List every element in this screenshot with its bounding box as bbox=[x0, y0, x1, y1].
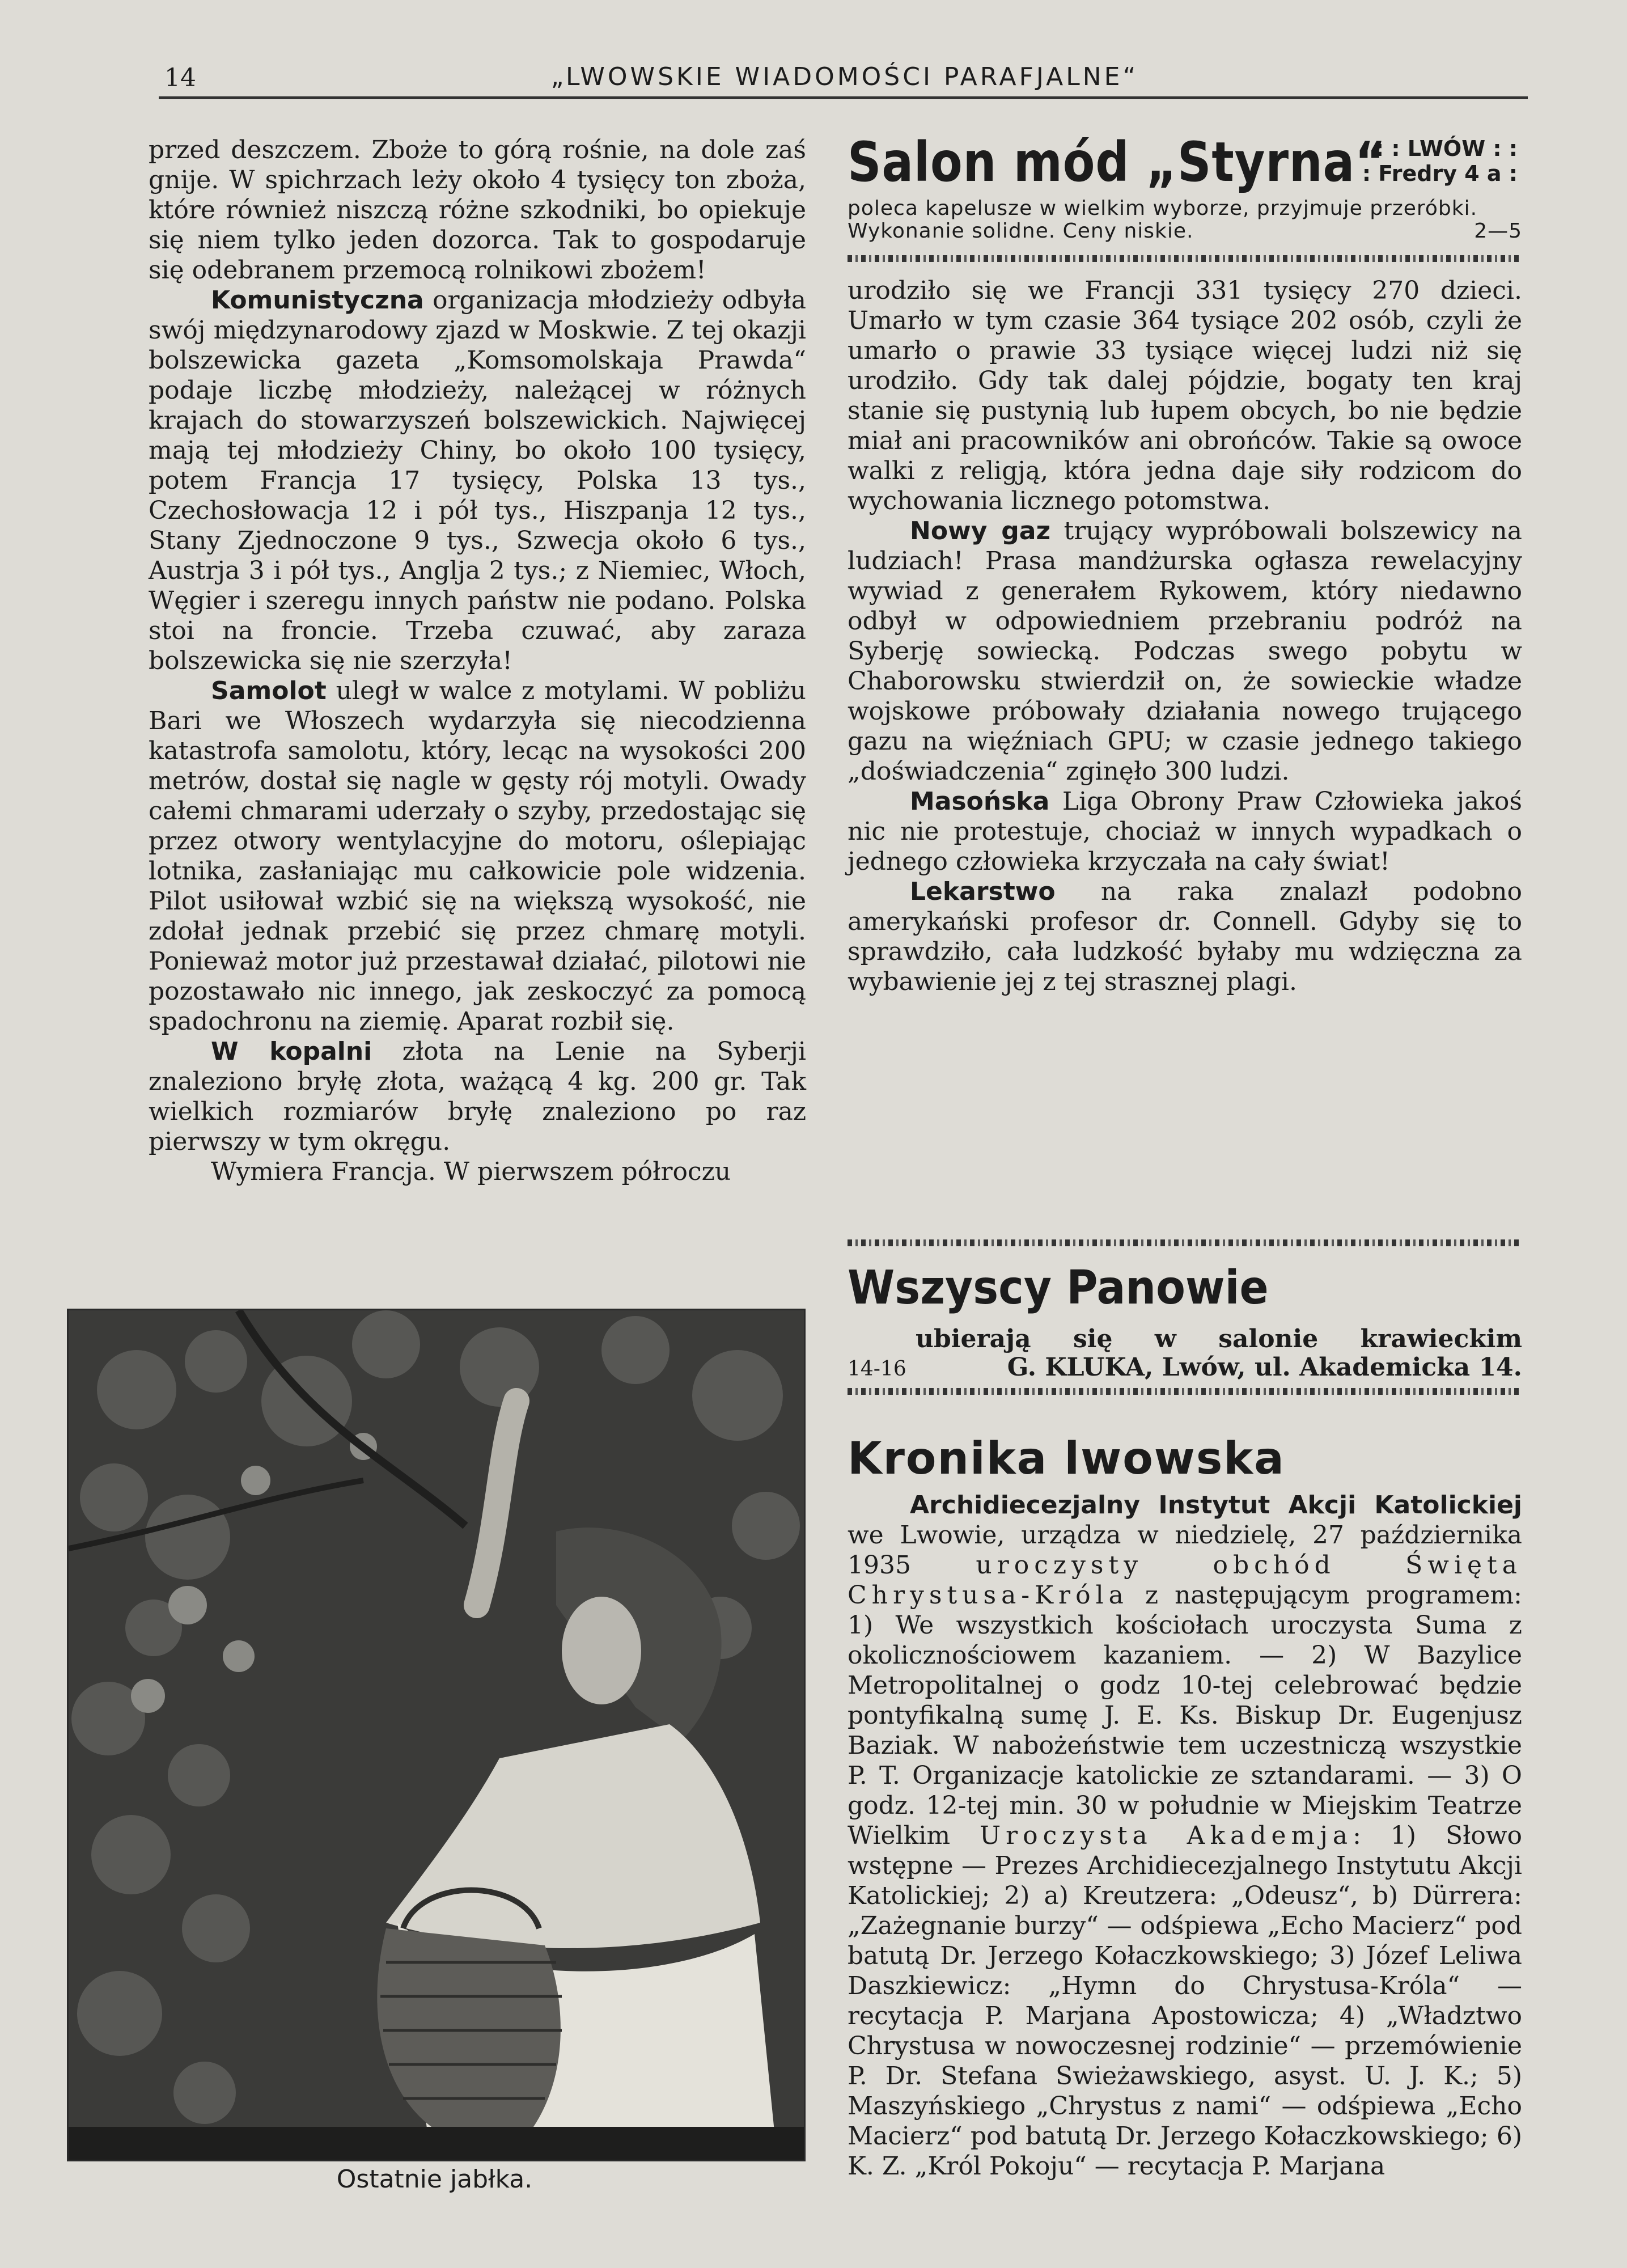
article-lekarstwo bbox=[848, 877, 1522, 997]
article-francja-continued: urodziło się we Francji 331 tysięcy 270 dzieci. Umarło w tym czasie 364 tysiące 202 osób, czyli że umarło o prawie 33 tysiące więcej ludzi niż się urodziło. Gdy tak dalej pójdzie, bogaty ten kraj stanie się pustynią lub łupem obcych, bo nie będzie miał ani pracowników ani obrońców. Takie są owoce walki z religją, która jedna daje siły rodzicom do wychowania licznego potomstwa. bbox=[848, 276, 1522, 515]
article-text: na raka znalazł podobno amerykański profesor dr. Connell. Gdyby się to sprawdziło, cała ludzkość byłaby mu wdzięczna za wybawienie jej z tej strasznej plagi. bbox=[848, 877, 1522, 996]
article-text: uległ w walce z motylami. W pobliżu Bari we Włoszech wydarzyła się niecodzienna katastrofa samolotu, który, lecąc na wysokości 200 metrów, dostał się nagle w gęsty rój motyli. Owady całemi chmarami uderzały o szyby, przedostając się przez otwory wentylacyjne do motoru, oślepiając lotnika, zasłaniając mu całkowicie pole widzenia. Pilot usiłował wzbić się na większą wysokość, nie zdołał jednak przebić się przez chmarę motyli. Ponieważ motor już przestawał działać, pilotowi nie pozostawało nic innego, jak zeskoczyć za pomocą spadochronu na ziemię. Aparat rozbił się. bbox=[149, 676, 806, 1036]
ad-styrna-street: : Fredry 4 a : bbox=[1362, 161, 1518, 186]
kronika-spaced-2: Uroczysta Akademja bbox=[980, 1821, 1353, 1850]
ad-styrna-name: Salon mód „Styrna“ bbox=[848, 130, 1387, 194]
ad-styrna-description bbox=[848, 197, 1522, 243]
article-intro: przed deszczem. Zboże to górą rośnie, na dole zaś gnije. W spichrzach leży około 4 tysięcy ton zboża, które również niszczą różne szkodniki, bo opiekuje się niem tylko jeden dozorca. Tak to gospodaruje się odebranem przemocą rolnikowi zbożem! bbox=[149, 136, 806, 285]
article-text: złota na Lenie na Syberji znaleziono bryłę złota, ważącą 4 kg. 200 gr. Tak wielkich rozmiarów bryłę znaleziono po raz pierwszy w tym okręgu. bbox=[149, 1037, 806, 1156]
kronika-text-3: : 1) Słowo wstępne — Prezes Archidiecezjalnego Instytutu Akcji Katolickiej; 2) a) Kreutzera: „Odeusz“, b) Dürrera: „Zażegnanie burzy“ — odśpiewa „Echo Macierz“ pod batutą Dr. Jerzego Kołaczkowskiego; 3) Józef Leliwa Daszkiewicz: „Hymn do Chrystusa-Króla“ — recytacja P. Marjana Apostowicza; 4) „Władztwo Chrystusa w nowoczesnej rodzinie“ — przemówienie P. Dr. Stefana Swieżawskiego, asyst. U. J. K.; 5) Maszyńskiego „Chrystus z nami“ — odśpiewa „Echo Macierz“ pod batutą Dr. Jerzego Kołaczkowskiego; 6) K. Z. „Król Pokoju“ — recytacja P. Marjana bbox=[848, 1821, 1522, 2181]
ad-kluka bbox=[848, 1261, 1522, 1382]
article-samolot bbox=[149, 676, 806, 1036]
ad-styrna-city: : : LWÓW : : bbox=[1375, 136, 1518, 161]
article-lead: Samolot bbox=[211, 676, 327, 705]
photo-illustration bbox=[69, 1310, 804, 2160]
ad-kluka-line2: G. KLUKA, Lwów, ul. Akademicka 14. bbox=[1007, 1353, 1522, 1382]
article-lead: Masońska bbox=[910, 787, 1050, 816]
kronika-lead: Archidiecezjalny Instytut Akcji Katolickiej bbox=[910, 1491, 1522, 1520]
article-nowy-gaz bbox=[848, 516, 1522, 786]
ad-styrna-code: 2—5 bbox=[1474, 219, 1522, 243]
article-text: Wymiera Francja. W pierwszem półroczu bbox=[211, 1157, 731, 1186]
header-rule bbox=[159, 96, 1528, 99]
article-kopalnia bbox=[149, 1036, 806, 1157]
page-header bbox=[164, 61, 1525, 95]
ad-kluka-headline: Wszyscy Panowie bbox=[848, 1261, 1269, 1315]
ad-styrna-desc-row bbox=[848, 220, 1522, 243]
photo-apple-picker bbox=[67, 1309, 806, 2161]
section-title-kronika: Kronika lwowska bbox=[848, 1433, 1285, 1484]
right-articles bbox=[848, 276, 1522, 997]
ad-kluka-address-row bbox=[848, 1353, 1522, 1382]
ad-styrna-desc-line2: Wykonanie solidne. Ceny niskie. bbox=[848, 219, 1194, 243]
ad-salon-styrna bbox=[848, 130, 1522, 251]
article-francja bbox=[149, 1157, 806, 1187]
ad-styrna-desc-line1: poleca kapelusze w wielkim wyborze, przyjmuje przeróbki. bbox=[848, 197, 1478, 220]
article-lead: Lekarstwo bbox=[910, 877, 1056, 906]
running-title: „LWOWSKIE WIADOMOŚCI PARAFJALNE“ bbox=[550, 62, 1139, 91]
article-lead: Nowy gaz bbox=[910, 517, 1051, 545]
article-text: trujący wypróbowali bolszewicy na ludziach! Prasa mandżurska ogłasza rewelacyjny wywiad z generałem Rykowem, który niedawno odbył w odpowiedniem przebraniu podróż na Syberję sowiecką. Podczas swego pobytu w Chaborowsku stwierdził on, że sowieckie władze wojskowe próbowały działania nowego trującego gazu na więźniach GPU; w czasie jednego takiego „doświadczenia“ zginęło 300 ludzi. bbox=[848, 517, 1522, 786]
ad-kluka-line1: ubierają się w salonie krawieckim bbox=[916, 1325, 1522, 1353]
page-number: 14 bbox=[164, 64, 196, 92]
ornament-divider bbox=[848, 1239, 1522, 1246]
article-text: organizacja młodzieży odbyła swój międzynarodowy zjazd w Moskwie. Z tej okazji bolszewicka gazeta „Komsomolskaja Prawda“ podaje liczbę młodzieży, należącej w różnych krajach do stowarzyszeń bolszewickich. Najwięcej mają tej młodzieży Chiny, bo około 100 tysięcy, potem Francja 17 tysięcy, Polska 13 tys., Czechosłowacja 12 i pół tys., Hiszpanja 12 tys., Stany Zjednoczone 9 tys., Szwecja około 6 tys., Austrja 3 i pół tys., Anglja 2 tys.; z Niemiec, Włoch, Węgier i szeregu innych państw nie podano. Polska stoi na froncie. Trzeba czuwać, aby zaraza bolszewicka się nie szerzyła! bbox=[149, 286, 806, 675]
article-masonska bbox=[848, 786, 1522, 877]
ornament-divider bbox=[848, 1388, 1522, 1395]
article-komunistyczna bbox=[149, 285, 806, 676]
kronika-paragraph bbox=[848, 1490, 1522, 2181]
article-text: Liga Obrony Praw Człowieka jakoś nic nie protestuje, chociaż w innych wypadkach o jednego człowieka krzyczała na cały świat! bbox=[848, 787, 1522, 876]
ad-kluka-code: 14-16 bbox=[848, 1357, 906, 1381]
ornament-divider bbox=[848, 255, 1522, 262]
kronika-text-1: we Lwowie, urządza w niedzielę, 27 października 1935 bbox=[848, 1521, 1522, 1580]
article-lead: Komunistyczna bbox=[211, 286, 424, 315]
photo-caption: Ostatnie jabłka. bbox=[336, 2165, 533, 2194]
article-lead: W kopalni bbox=[211, 1037, 372, 1066]
kronika-spaced-1: uroczysty obchód Święta Chrystusa-Króla bbox=[848, 1551, 1522, 1610]
left-column bbox=[149, 135, 806, 1187]
kronika-text-2: z następującym programem: 1) We wszystkich kościołach uroczysta Suma z okolicznościowem kazaniem. — 2) W Bazylice Metropolitalnej o godz 10-tej celebrować będzie pontyfikalną sumę J. E. Ks. Biskup Dr. Eugenjusz Baziak. W nabożeństwie tem uczestniczą wszystkie P. T. Organizacje katolickie ze sztandarami. — 3) O godz. 12-tej min. 30 w południe w Miejskim Teatrze Wielkim bbox=[848, 1581, 1522, 1850]
kronika-article bbox=[848, 1490, 1522, 2181]
